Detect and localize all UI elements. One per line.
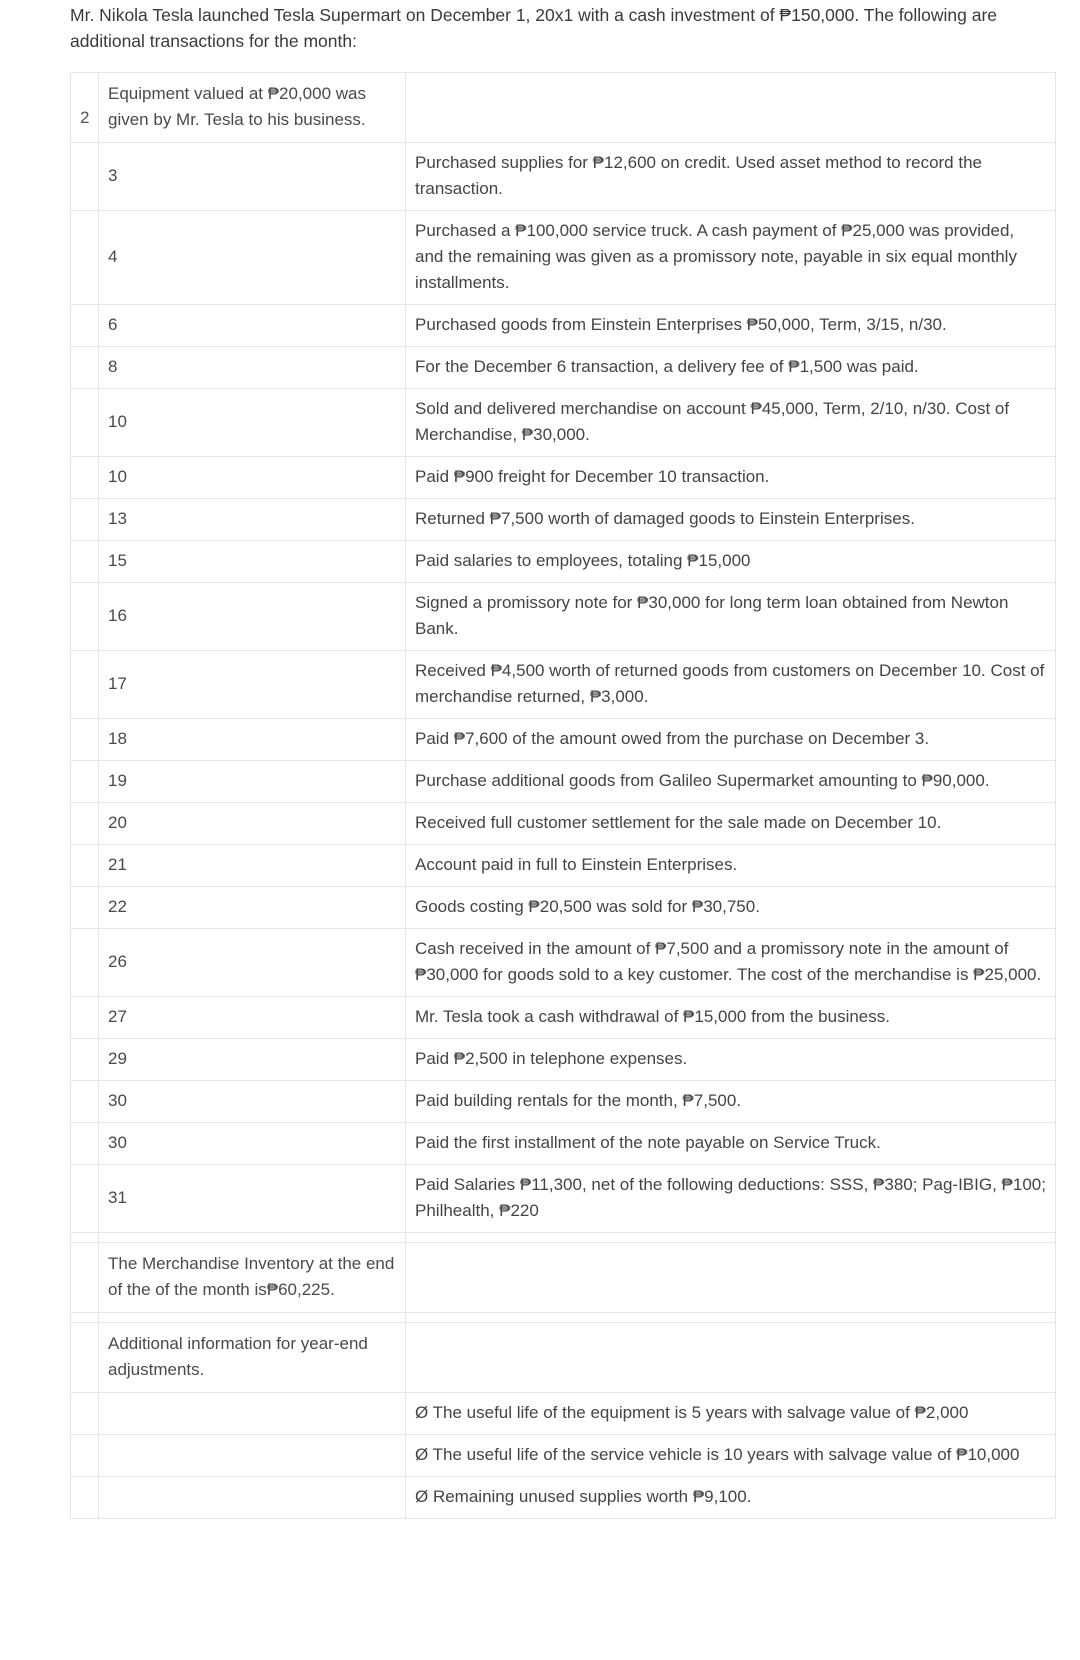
- transaction-row: [71, 1081, 1056, 1123]
- transaction-description: Purchased supplies for ₱12,600 on credit. Used asset method to record the transaction.: [406, 143, 1056, 211]
- row-gutter-cell: [71, 845, 99, 887]
- transactions-table-body: [71, 73, 1056, 1519]
- inventory-note: The Merchandise Inventory at the end of the of the month is₱60,225.: [99, 1243, 406, 1313]
- transaction-row: [71, 499, 1056, 541]
- row-gutter-cell: [71, 1165, 99, 1233]
- transaction-row: [71, 1123, 1056, 1165]
- table-spacer-row: [71, 1233, 1056, 1243]
- transaction-day: 20: [99, 803, 406, 845]
- row-gutter-cell: [71, 997, 99, 1039]
- transaction-description: Received ₱4,500 worth of returned goods from customers on December 10. Cost of merchandise returned, ₱3,000.: [406, 651, 1056, 719]
- row-gutter-cell: [71, 1243, 99, 1313]
- transaction-row: [71, 845, 1056, 887]
- empty-cell: [99, 1435, 406, 1477]
- transaction-row: [71, 761, 1056, 803]
- transaction-description: For the December 6 transaction, a delivery fee of ₱1,500 was paid.: [406, 347, 1056, 389]
- row-gutter-cell: [71, 1477, 99, 1519]
- transaction-description: Received full customer settlement for the sale made on December 10.: [406, 803, 1056, 845]
- transaction-description: Paid ₱2,500 in telephone expenses.: [406, 1039, 1056, 1081]
- table-spacer-row: [71, 1313, 1056, 1323]
- row-gutter-cell: [71, 719, 99, 761]
- transaction-row: [71, 997, 1056, 1039]
- empty-cell: [406, 1243, 1056, 1313]
- adjustment-row: [71, 1477, 1056, 1519]
- empty-cell: [406, 1323, 1056, 1393]
- spacer-cell: [406, 1233, 1056, 1243]
- transaction-day: 8: [99, 347, 406, 389]
- additional-info-row: [71, 1323, 1056, 1393]
- transaction-day: 13: [99, 499, 406, 541]
- transaction-day: 4: [99, 211, 406, 305]
- row-gutter-cell: [71, 1435, 99, 1477]
- transaction-description: Paid Salaries ₱11,300, net of the following deductions: SSS, ₱380; Pag-IBIG, ₱100; Philhealth, ₱220: [406, 1165, 1056, 1233]
- row-gutter-cell: [71, 211, 99, 305]
- spacer-cell: [71, 1313, 99, 1323]
- transaction-row: [71, 541, 1056, 583]
- adjustment-item: Ø The useful life of the equipment is 5 years with salvage value of ₱2,000: [406, 1393, 1056, 1435]
- row-gutter-cell: [71, 1393, 99, 1435]
- transaction-row: [71, 389, 1056, 457]
- spacer-cell: [99, 1233, 406, 1243]
- transaction-description: Purchased goods from Einstein Enterprises ₱50,000, Term, 3/15, n/30.: [406, 305, 1056, 347]
- transaction-day: 29: [99, 1039, 406, 1081]
- transaction-row: [71, 651, 1056, 719]
- row-gutter-cell: [71, 1123, 99, 1165]
- transaction-row: [71, 583, 1056, 651]
- row-gutter-cell: [71, 651, 99, 719]
- empty-cell: [406, 73, 1056, 143]
- transaction-day: 30: [99, 1123, 406, 1165]
- transaction-row: [71, 211, 1056, 305]
- transaction-day: 30: [99, 1081, 406, 1123]
- row-gutter-cell: [71, 887, 99, 929]
- transaction-day: 10: [99, 389, 406, 457]
- transaction-description: Mr. Tesla took a cash withdrawal of ₱15,000 from the business.: [406, 997, 1056, 1039]
- adjustment-item: Ø The useful life of the service vehicle is 10 years with salvage value of ₱10,000: [406, 1435, 1056, 1477]
- spacer-cell: [71, 1233, 99, 1243]
- intro-paragraph: Mr. Nikola Tesla launched Tesla Supermart on December 1, 20x1 with a cash investment of ₱150,000. The following are additional transactions for the month:: [70, 5, 998, 51]
- adjustment-item: Ø Remaining unused supplies worth ₱9,100.: [406, 1477, 1056, 1519]
- transaction-row: [71, 305, 1056, 347]
- transaction-description: Account paid in full to Einstein Enterprises.: [406, 845, 1056, 887]
- transaction-day: 26: [99, 929, 406, 997]
- transaction-description: Purchase additional goods from Galileo Supermarket amounting to ₱90,000.: [406, 761, 1056, 803]
- transaction-description: Goods costing ₱20,500 was sold for ₱30,750.: [406, 887, 1056, 929]
- inventory-note-row: [71, 1243, 1056, 1313]
- transaction-description: Sold and delivered merchandise on account ₱45,000, Term, 2/10, n/30. Cost of Merchandise, ₱30,000.: [406, 389, 1056, 457]
- transaction-description: Paid building rentals for the month, ₱7,500.: [406, 1081, 1056, 1123]
- empty-cell: [99, 1477, 406, 1519]
- row-gutter-cell: [71, 761, 99, 803]
- spacer-cell: [406, 1313, 1056, 1323]
- row-gutter-cell: [71, 541, 99, 583]
- transaction-row: [71, 803, 1056, 845]
- transaction-day: 6: [99, 305, 406, 347]
- transaction-day: 21: [99, 845, 406, 887]
- transaction-description: Purchased a ₱100,000 service truck. A cash payment of ₱25,000 was provided, and the remaining was given as a promissory note, payable in six equal monthly installments.: [406, 211, 1056, 305]
- transactions-table: [70, 72, 1056, 1519]
- transaction-day: 27: [99, 997, 406, 1039]
- empty-cell: [99, 1393, 406, 1435]
- transaction-day: 31: [99, 1165, 406, 1233]
- transaction-day: 17: [99, 651, 406, 719]
- row-gutter-cell: [71, 583, 99, 651]
- spacer-cell: [99, 1313, 406, 1323]
- transaction-row: [71, 457, 1056, 499]
- transaction-row: [71, 1039, 1056, 1081]
- transaction-row: [71, 719, 1056, 761]
- transaction-day: 18: [99, 719, 406, 761]
- row-index: 2: [80, 108, 90, 127]
- row-gutter-cell: [71, 457, 99, 499]
- transaction-row: [71, 929, 1056, 997]
- row-gutter-cell: [71, 803, 99, 845]
- additional-info-label: Additional information for year-end adjustments.: [99, 1323, 406, 1393]
- row-gutter-cell: [71, 499, 99, 541]
- transaction-day: 3: [99, 143, 406, 211]
- transaction-description: Paid ₱900 freight for December 10 transaction.: [406, 457, 1056, 499]
- table-row-first: [71, 73, 1056, 143]
- transaction-description: Returned ₱7,500 worth of damaged goods to Einstein Enterprises.: [406, 499, 1056, 541]
- equipment-note: Equipment valued at ₱20,000 was given by Mr. Tesla to his business.: [99, 73, 406, 143]
- transaction-row: [71, 143, 1056, 211]
- adjustment-row: [71, 1393, 1056, 1435]
- row-gutter-cell: [71, 1323, 99, 1393]
- transaction-row: [71, 887, 1056, 929]
- row-gutter-cell: [71, 305, 99, 347]
- adjustment-row: [71, 1435, 1056, 1477]
- transaction-day: 22: [99, 887, 406, 929]
- transaction-description: Paid the first installment of the note payable on Service Truck.: [406, 1123, 1056, 1165]
- row-gutter-cell: [71, 929, 99, 997]
- transaction-day: 16: [99, 583, 406, 651]
- transaction-description: Cash received in the amount of ₱7,500 and a promissory note in the amount of ₱30,000 for goods sold to a key customer. The cost of the merchandise is ₱25,000.: [406, 929, 1056, 997]
- transaction-row: [71, 347, 1056, 389]
- transaction-description: Paid salaries to employees, totaling ₱15,000: [406, 541, 1056, 583]
- row-gutter-cell: [71, 389, 99, 457]
- row-gutter-cell: [71, 1039, 99, 1081]
- transaction-description: Signed a promissory note for ₱30,000 for long term loan obtained from Newton Bank.: [406, 583, 1056, 651]
- row-gutter-cell: [71, 1081, 99, 1123]
- row-index-cell: [71, 73, 99, 143]
- transaction-description: Paid ₱7,600 of the amount owed from the purchase on December 3.: [406, 719, 1056, 761]
- transaction-day: 15: [99, 541, 406, 583]
- row-gutter-cell: [71, 347, 99, 389]
- transaction-row: [71, 1165, 1056, 1233]
- row-gutter-cell: [71, 143, 99, 211]
- transaction-day: 19: [99, 761, 406, 803]
- transaction-day: 10: [99, 457, 406, 499]
